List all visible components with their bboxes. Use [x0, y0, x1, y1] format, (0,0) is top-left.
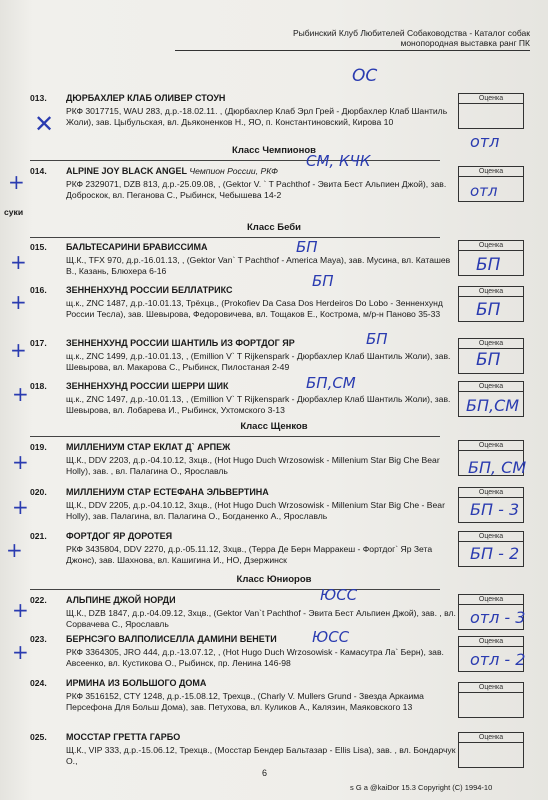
handwritten-grade: отл	[470, 182, 498, 200]
dog-name-text: ALPINE JOY BLACK ANGEL	[66, 166, 187, 176]
handwritten-grade: БП,СМ	[466, 396, 520, 415]
dog-name: ДЮРБАХЛЕР КЛАБ ОЛИВЕР СТОУН	[66, 93, 226, 103]
header-rule	[175, 50, 530, 51]
entry-number: 019.	[30, 442, 47, 452]
dog-details: РКФ 2329071, DZB 813, д.р.-25.09.08, , (Gektor V. ` T Pachthof - Эвита Бест Альпиен Джой), зав. Доброскок, вл. Пеганова С., Рыбинск, Чебышева 14-2	[66, 179, 447, 200]
handwritten-note: ОС	[352, 66, 378, 86]
dog-details: РКФ 3017715, WAU 283, д.р.-18.02.11. , (Дюрбахлер Клаб Эрл Грей - Дюрбахлер Клаб Шантиль Жоли), зав. Цыбульская, вл. Дьяконенков Н., ЯО, п. Константиновский, Кирова 10	[66, 106, 448, 127]
plus-mark-icon: +	[10, 338, 27, 362]
entry-number: 025.	[30, 732, 47, 742]
class-heading-junior: Класс Юниоров	[236, 574, 312, 585]
entry-number: 013.	[30, 93, 47, 103]
x-mark-icon: ✕	[34, 110, 55, 138]
entry-number: 018.	[30, 381, 47, 391]
class-heading-champions: Класс Чемпионов	[232, 145, 316, 156]
dog-details: щ.к., ZNC 1487, д.р.-10.01.13, Трёхцв., (Prokofiev Da Casa Dos Herdeiros Do Lobo - Зенненхунд России Тесла), зав. Шевырова, Федоровичева, вл. Тощаков Е., Кострома, м/р-н Паново 35-33	[66, 298, 443, 319]
section-label-females: суки	[4, 207, 24, 217]
handwritten-grade: БП, СМ	[468, 458, 527, 477]
page-header	[175, 28, 530, 51]
score-label: Оценка	[459, 339, 523, 349]
dog-details: Щ.К., DZB 1847, д.р.-04.09.12, 3хцв., (Gektor Van`t Pachthof - Эвита Бест Альпиен Джой), зав. , вл. Сорвачева С., Ярославль	[66, 608, 456, 629]
handwritten-note: ЮСС	[312, 628, 350, 646]
entry-number: 016.	[30, 285, 47, 295]
dog-name: МИЛЛЕНИУМ СТАР ЕКЛАТ Д` АРПЕЖ	[66, 442, 231, 452]
dog-name: ЗЕННЕНХУНД РОССИИ ШАНТИЛЬ ИЗ ФОРТДОГ ЯР	[66, 338, 295, 348]
handwritten-grade: БП - 3	[470, 500, 520, 519]
dog-details: щ.к., ZNC 1497, д.р.-10.01.13, , (Emillion V` T Rijkenspark - Дюрбахлер Клаб Шантиль Жоли), зав. Шевырова, вл. Лобарева И., Рыбинск, Ухтомского 3-13	[66, 394, 451, 415]
score-label: Оценка	[459, 488, 523, 498]
entry-number: 015.	[30, 242, 47, 252]
score-label: Оценка	[459, 532, 523, 542]
score-box[interactable]	[458, 93, 524, 129]
dog-name: МОССТАР ГРЕТТА ГАРБО	[66, 732, 181, 742]
dog-details: Щ.К., TFX 970, д.р.-16.01.13, , (Gektor Van` T Pachthof - America Maya), зав. Мусина, вл. Каташев В., Казань, Блюхера 6-16	[66, 255, 451, 276]
plus-mark-icon: +	[10, 290, 27, 314]
handwritten-grade: отл - 2	[470, 650, 526, 669]
divider	[30, 237, 440, 238]
score-label: Оценка	[459, 241, 523, 251]
plus-mark-icon: +	[12, 495, 29, 519]
class-heading-baby: Класс Беби	[246, 222, 302, 233]
dog-details: РКФ 3435804, DDV 2270, д.р.-05.11.12, 3хцв., (Терра Де Берн Марракеш - Фортдог` Яр Зета Джонс), зав. Шахнова, вл. Кашигина И., НО, Дзержинск	[66, 544, 433, 565]
score-label: Оценка	[459, 637, 523, 647]
handwritten-note: СМ, КЧК	[306, 152, 371, 170]
dog-name: ЗЕННЕНХУНД РОССИИ ШЕРРИ ШИК	[66, 381, 229, 391]
handwritten-grade: отл	[470, 132, 500, 151]
dog-details: щ.к., ZNC 1499, д.р.-10.01.13, , (Emillion V` T Rijkenspark - Дюрбахлер Клаб Шантиль Жоли), зав. Шевырова, вл. Макарова С., Рыбинск, Пилостаная 2-49	[66, 351, 451, 372]
dog-name	[66, 166, 278, 177]
score-label: Оценка	[459, 683, 523, 693]
score-box[interactable]	[458, 682, 524, 718]
entry-number: 023.	[30, 634, 47, 644]
handwritten-note: ЮСС	[320, 586, 358, 604]
handwritten-grade: БП	[476, 350, 501, 370]
score-label: Оценка	[459, 287, 523, 297]
handwritten-note: БП	[366, 330, 388, 348]
score-box[interactable]	[458, 732, 524, 768]
plus-mark-icon: +	[12, 598, 29, 622]
header-show-title: монопородная выставка ранг ПК	[400, 38, 530, 48]
entry-number: 014.	[30, 166, 47, 176]
handwritten-grade: БП	[476, 255, 501, 275]
divider	[30, 160, 440, 161]
dog-name: БЕРНСЭГО ВАЛПОЛИСЕЛЛА ДАМИНИ ВЕНЕТИ	[66, 634, 277, 644]
dog-details: Щ.К., DDV 2205, д.р.-04.10.12, 3хцв., (Hot Hugo Duch Wrzosowisk - Millenium Star Big Che - Bear Holly), зав. Палагина, вл. Палагина О., Богданенко А., Ярославль	[66, 500, 445, 521]
handwritten-grade: БП - 2	[470, 544, 520, 563]
dog-name: ЗЕННЕНХУНД РОССИИ БЕЛЛАТРИКС	[66, 285, 233, 295]
copyright: s G a @kaiDor 15.3 Copyright (C) 1994-10	[350, 783, 493, 792]
score-label: Оценка	[459, 595, 523, 605]
handwritten-note: БП	[296, 238, 318, 256]
page-number: 6	[262, 768, 268, 778]
plus-mark-icon: +	[6, 538, 23, 562]
dog-name: БАЛЬТЕСАРИНИ БРАВИССИМА	[66, 242, 208, 252]
score-label: Оценка	[459, 382, 523, 392]
class-heading-puppy: Класс Щенков	[240, 421, 308, 432]
score-label: Оценка	[459, 441, 523, 451]
dog-details: Щ.К., VIP 333, д.р.-15.06.12, Трехцв., (Мосстар Бендер Бальтазар - Ellis Lisa), зав. , вл. Бондарчук О.,	[66, 745, 456, 766]
plus-mark-icon: +	[10, 250, 27, 274]
dog-details: РКФ 3364305, JRO 444, д.р.-13.07.12, , (Hot Hugo Duch Wrzosowisk - Камасутра Ла` Берн), зав. Авсеенко, вл. Кустикова О., Рыбинск, пр. Ленина 146-98	[66, 647, 444, 668]
handwritten-note: БП	[312, 272, 334, 290]
header-club-title: Рыбинский Клуб Любителей Собаководства - Каталог собак	[292, 28, 530, 38]
dog-name: ФОРТДОГ ЯР ДОРОТЕЯ	[66, 531, 173, 541]
entry-number: 020.	[30, 487, 47, 497]
plus-mark-icon: +	[12, 450, 29, 474]
entry-number: 024.	[30, 678, 47, 688]
plus-mark-icon: +	[12, 382, 29, 406]
dog-name: АЛЬПИНЕ ДЖОЙ НОРДИ	[66, 595, 176, 605]
score-label: Оценка	[459, 94, 523, 104]
divider	[30, 589, 440, 590]
divider	[30, 436, 440, 437]
handwritten-grade: БП	[476, 300, 501, 320]
plus-mark-icon: +	[12, 640, 29, 664]
entry-number: 022.	[30, 595, 47, 605]
dog-details: Щ.К., DDV 2203, д.р.-04.10.12, 3хцв., (Hot Hugo Duch Wrzosowisk - Millenium Star Big Che Bear Holly), зав. , вл. Палагина О., Ярославль	[66, 455, 440, 476]
dog-details: РКФ 3516152, CTY 1248, д.р.-15.08.12, Трехцв., (Charly V. Mullers Grund - Звезда Аркаима Персефона Для Больш Дома), зав. Петухова, вл. Куликов А., Калязин, Маяковского 13	[66, 691, 424, 712]
score-label: Оценка	[459, 733, 523, 743]
plus-mark-icon: +	[8, 170, 25, 194]
dog-name: ИРМИНА ИЗ БОЛЬШОГО ДОМА	[66, 678, 207, 688]
handwritten-grade: отл - 3	[470, 608, 526, 627]
dog-name: МИЛЛЕНИУМ СТАР ЕСТЕФАНА ЭЛЬВЕРТИНА	[66, 487, 269, 497]
entry-number: 021.	[30, 531, 47, 541]
dog-title: Чемпион России, РКФ	[189, 166, 278, 176]
handwritten-note: БП,СМ	[306, 374, 356, 392]
score-label: Оценка	[459, 167, 523, 177]
entry-number: 017.	[30, 338, 47, 348]
